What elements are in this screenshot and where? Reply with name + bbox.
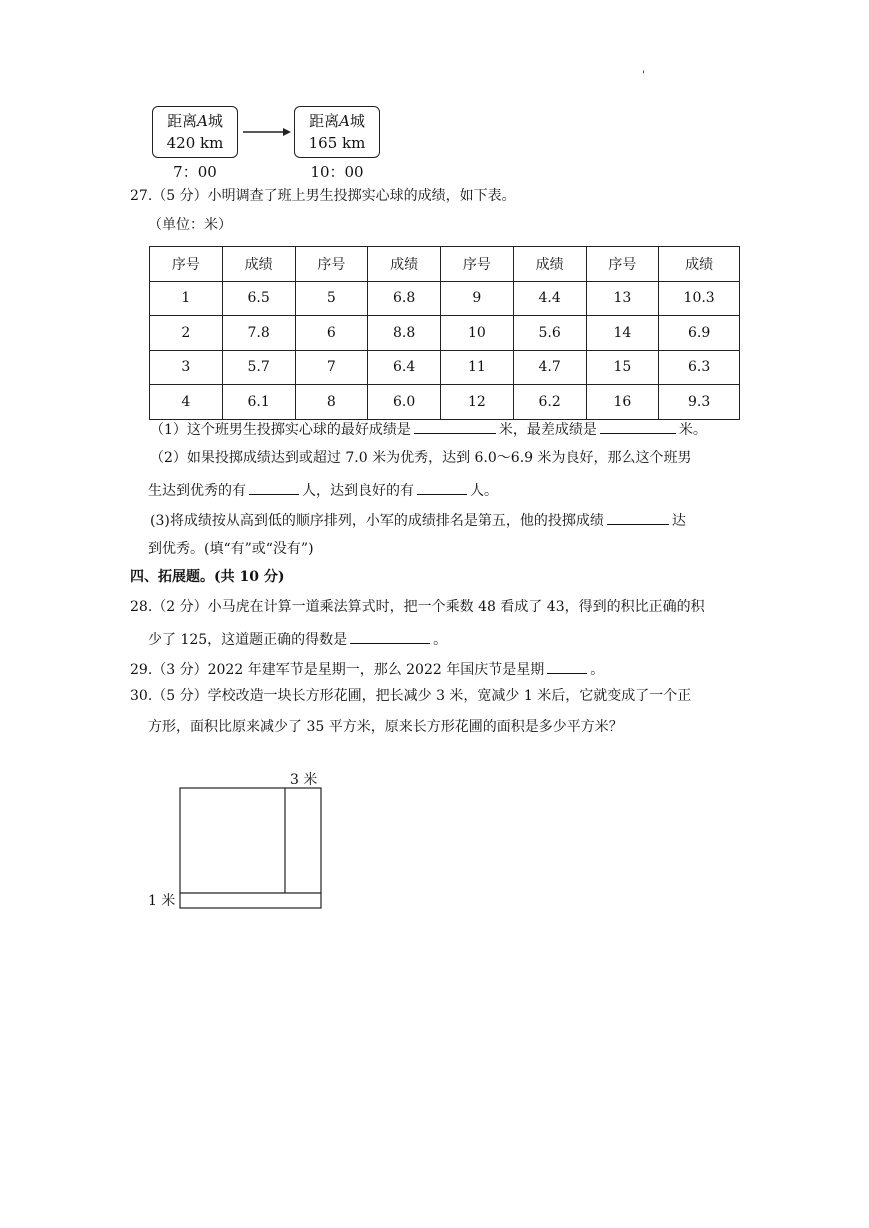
table-cell: 8.8: [368, 316, 441, 351]
table-cell: 7.8: [222, 316, 295, 351]
table-cell: 6.0: [368, 385, 441, 420]
sign-label: 距离: [309, 112, 340, 130]
table-header-cell: 序号: [586, 247, 659, 282]
question-28-cont: [148, 628, 447, 650]
garden-diagram: [140, 765, 340, 915]
q27-part2-text: 人，达到良好的有: [302, 483, 414, 499]
page-mark: ': [642, 70, 645, 81]
table-cell: 1: [150, 281, 223, 316]
q27-part3-cont: 到优秀。(填“有”或“没有”): [148, 541, 314, 557]
table-row: [150, 281, 740, 316]
answer-blank[interactable]: [249, 479, 299, 495]
sign-city: A: [197, 112, 208, 130]
answer-blank[interactable]: [417, 479, 467, 495]
q27-part2: （2）如果投掷成绩达到或超过 7.0 米为优秀，达到 6.0～6.9 米为良好，那么这个班男: [150, 450, 692, 466]
answer-blank[interactable]: [547, 658, 587, 674]
table-header-cell: 成绩: [368, 247, 441, 282]
q29-text: 29.（3 分）2022 年建军节是星期一，那么 2022 年国庆节是星期: [130, 662, 545, 678]
q27-part2-text: 人。: [470, 483, 498, 499]
q27-part1-text: （1）这个班男生投掷实心球的最好成绩是: [150, 422, 411, 438]
sign-distance: 420 km: [166, 134, 224, 152]
table-cell: 11: [441, 350, 514, 385]
q27-part1-text: 米，最差成绩是: [498, 422, 597, 438]
table-header-cell: 成绩: [659, 247, 740, 282]
table-row: [150, 350, 740, 385]
section-heading: 四、拓展题。(共 10 分): [130, 569, 285, 585]
q29-text: 。: [590, 662, 605, 678]
q27-part3: [150, 509, 686, 531]
table-cell: 10.3: [659, 281, 740, 316]
distance-sign-right: [294, 106, 380, 158]
table-cell: 5.7: [222, 350, 295, 385]
question-29: [130, 658, 604, 680]
q27-part3-text: (3)将成绩按从高到低的顺序排列，小军的成绩排名是第五，他的投掷成绩: [150, 513, 604, 529]
table-cell: 13: [586, 281, 659, 316]
sign-time-left: 7：00: [173, 163, 217, 181]
q27-part2-text: 生达到优秀的有: [148, 483, 246, 499]
table-cell: 6: [295, 316, 368, 351]
table-cell: 6.1: [222, 385, 295, 420]
table-header-row: [150, 247, 740, 282]
question-27: 27.（5 分）小明调查了班上男生投掷实心球的成绩，如下表。: [130, 188, 516, 204]
question-30-cont: 方形，面积比原来减少了 35 平方米，原来长方形花圃的面积是多少平方米？: [148, 719, 623, 735]
table-cell: 5: [295, 281, 368, 316]
table-cell: 9: [441, 281, 514, 316]
table-cell: 6.2: [513, 385, 586, 420]
question-30: 30.（5 分）学校改造一块长方形花圃，把长减少 3 米，宽减少 1 米后，它就变成了一个正: [130, 688, 692, 704]
grades-table: [149, 246, 740, 420]
distance-sign-left: [152, 106, 238, 158]
unit-note: （单位：米）: [148, 217, 232, 233]
sign-city: A: [339, 112, 350, 130]
table-cell: 6.8: [368, 281, 441, 316]
table-cell: 10: [441, 316, 514, 351]
table-cell: 8: [295, 385, 368, 420]
q27-part1-text: 米。: [678, 422, 707, 438]
table-cell: 6.4: [368, 350, 441, 385]
answer-blank[interactable]: [350, 628, 430, 644]
table-row: [150, 385, 740, 420]
q28-text: 。: [433, 632, 448, 648]
sign-time-right: 10：00: [310, 163, 364, 181]
table-cell: 4.7: [513, 350, 586, 385]
q27-part1: [150, 418, 707, 440]
table-cell: 16: [586, 385, 659, 420]
garden-outline: [180, 788, 321, 908]
table-header-cell: 序号: [295, 247, 368, 282]
answer-blank[interactable]: [600, 418, 676, 434]
table-cell: 12: [441, 385, 514, 420]
q27-part2-cont: [148, 479, 498, 501]
table-header-cell: 序号: [150, 247, 223, 282]
table-cell: 3: [150, 350, 223, 385]
table-cell: 15: [586, 350, 659, 385]
table-cell: 4: [150, 385, 223, 420]
table-cell: 6.9: [659, 316, 740, 351]
right-arrow-icon: [241, 125, 293, 139]
label-left: 1 米: [148, 893, 176, 909]
table-cell: 14: [586, 316, 659, 351]
table-cell: 7: [295, 350, 368, 385]
label-top: 3 米: [290, 772, 318, 788]
table-cell: 5.6: [513, 316, 586, 351]
q27-part3-text: 达: [671, 513, 686, 529]
table-cell: 4.4: [513, 281, 586, 316]
table-header-cell: 成绩: [513, 247, 586, 282]
table-cell: 9.3: [659, 385, 740, 420]
q28-text: 少了 125，这道题正确的得数是: [148, 632, 348, 648]
sign-distance: 165 km: [308, 134, 366, 152]
table-cell: 2: [150, 316, 223, 351]
table-row: [150, 316, 740, 351]
table-cell: 6.3: [659, 350, 740, 385]
answer-blank[interactable]: [414, 418, 496, 434]
table-header-cell: 成绩: [222, 247, 295, 282]
table-cell: 6.5: [222, 281, 295, 316]
sign-label-end: 城: [349, 112, 365, 130]
question-28: 28.（2 分）小马虎在计算一道乘法算式时，把一个乘数 48 看成了 43，得到的积比正确的积: [130, 599, 705, 615]
sign-label: 距离: [167, 112, 198, 130]
answer-blank[interactable]: [607, 509, 669, 525]
sign-label-end: 城: [207, 112, 223, 130]
table-header-cell: 序号: [441, 247, 514, 282]
